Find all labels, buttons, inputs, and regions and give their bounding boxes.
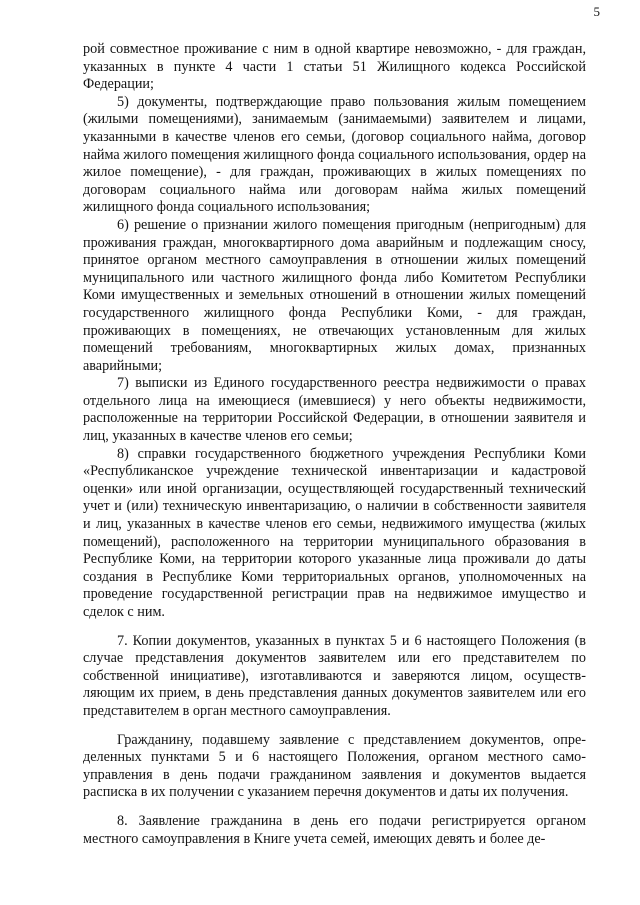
- paragraph-receipt: Гражданину, подавшему заявление с представлением документов, определенных пунктами 5 и 6 настоящего Положения, органом местного самоуправления в день подачи гражданином заявления и документов выдается расписка в их получении с указанием перечня документов и даты их получения.: [83, 731, 586, 801]
- paragraph-continuation: рой совместное проживание с ним в одной квартире невозможно, - для граждан, указанных в пункте 4 части 1 статьи 51 Жилищного кодекса Российской Федерации;: [83, 41, 586, 93]
- paragraph-section-8: 8. Заявление гражданина в день его подачи регистрируется органом местного самоуправления в Книге учета семей, имеющих девять и более де-: [83, 812, 586, 847]
- paragraph-item-8: 8) справки государственного бюджетного учреждения Республики Коми «Республиканское учреждение технической инвентаризации и кадастровой оценки» или иной организации, осуществляющей государственный технический учет и (или) техническую инвентаризацию, о наличии в собственности заявителя и лиц, указанных в качестве членов его семьи, недвижимого имущества (жилых помещений), расположенного на территории муниципального образования в Республике Коми, на территории которого указанные лица проживали до даты создания в Республике Коми территориальных органов, уполномоченных на проведение государственной регистрации прав на недвижимое имущество и сделок с ним.: [83, 445, 586, 620]
- page-number: 5: [593, 4, 600, 19]
- paragraph-item-6: 6) решение о признании жилого помещения пригодным (непригодным) для проживания граждан, многоквартирного дома аварийным и подлежащим сносу, принятое органом местного самоуправления в отношении жилых помещений муниципального или частного жилищного фонда либо Комитетом Республики Коми имущественных и земельных отношений в отношении жилых помещений государственного жилищного фонда Республики Коми, - для граждан, проживающих в помещениях, не отвечающих установленным для жилых помещений требованиям, многоквартирных жилых домах, признанных аварийными;: [83, 216, 586, 374]
- paragraph-section-7: 7. Копии документов, указанных в пунктах 5 и 6 настоящего Положения (в случае представления документов заявителем или его представителем по собственной инициативе), изготавливаются и заверяются лицом, осуществляющим их прием, в день представления данных документов заявителем или его представителем в орган местного самоуправления.: [83, 632, 586, 719]
- paragraph-item-7: 7) выписки из Единого государственного реестра недвижимости о правах отдельного лица на имеющиеся (имевшиеся) у него объекты недвижимости, расположенные на территории Российской Федерации, в отношении заявителя и лиц, указанных в качестве членов его семьи;: [83, 375, 586, 445]
- paragraph-item-5: 5) документы, подтверждающие право пользования жилым помещением (жилыми помещениями), занимаемым (занимаемыми) заявителем и лицами, указанными в качестве членов его семьи, (договор социального найма, договор найма жилого помещения жилищного фонда социального использования, ордер на жилое помещение), - для граждан, проживающих в жилых помещениях по договорам социального найма или договорам найма жилых помещений жилищного фонда социального использования;: [83, 93, 586, 216]
- document-body: [83, 41, 586, 848]
